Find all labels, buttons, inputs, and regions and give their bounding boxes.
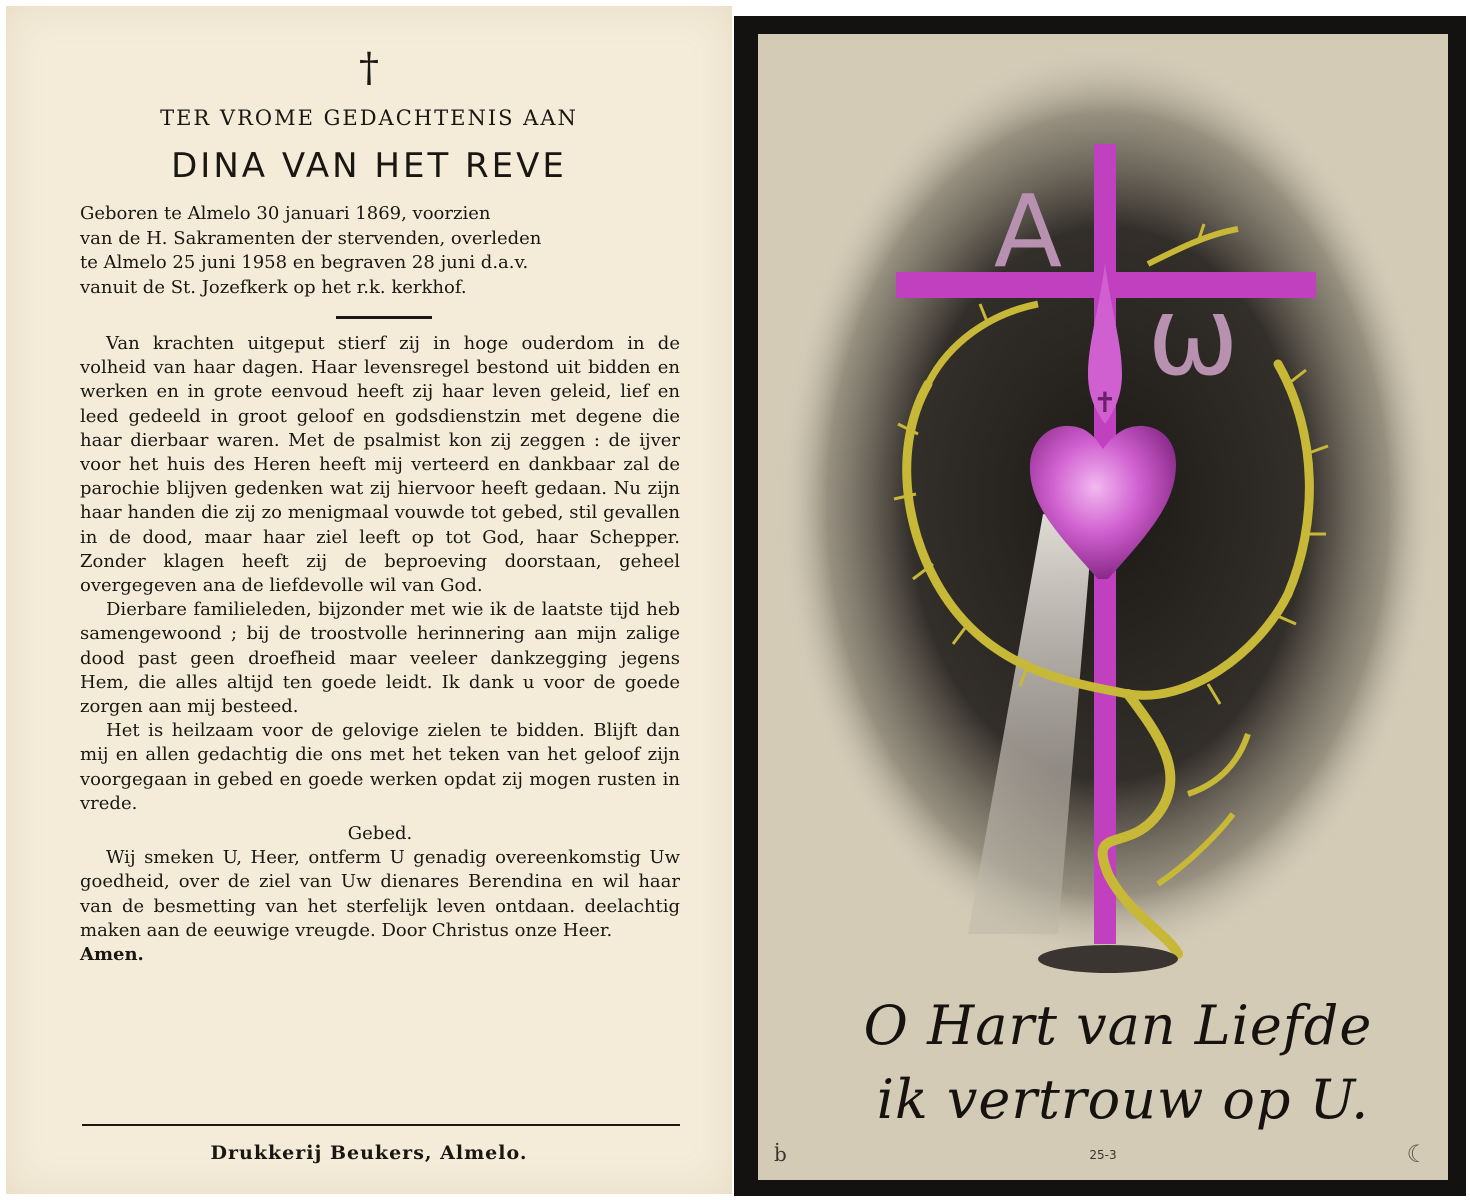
memorial-body: [80, 332, 680, 967]
printer-credit: Drukkerij Beukers, Almelo.: [210, 1142, 528, 1164]
memorial-heading: TER VROME GEDACHTENIS AAN: [160, 106, 578, 130]
birth-line: van de H. Sakramenten der stervenden, overleden: [80, 227, 542, 249]
birth-line: te Almelo 25 juni 1958 en begraven 28 juni d.a.v.: [80, 252, 529, 273]
cross-icon: †: [359, 45, 379, 91]
devotional-image-card: [734, 16, 1466, 1196]
paragraph-prayer-request: Het is heilzaam voor de gelovige zielen te bidden. Blijft dan mij en allen gedachtig die ons met het teken van het geloof zijn voorgegaan in gebed en goede werken opdat zij mogen rusten in vrede.: [80, 720, 680, 814]
short-divider: [336, 316, 432, 319]
caption-line-2: ik vertrouw op U.: [876, 1068, 1370, 1131]
amen-text: Amen.: [80, 944, 144, 966]
heart-cross-icon: ✝: [1093, 386, 1117, 419]
paragraph-family: Dierbare familieleden, bijzonder met wie ik de laatste tijd heb samengewoond ; bij de troostvolle herinnering aan mijn zalige dood past geen droefheid maar veeleer dankzegging jegens Hem, die alles altijd ten goede leidt. Ik dank u voor de goede zorgen aan mij besteed.: [80, 599, 680, 718]
bottom-divider: [82, 1124, 680, 1126]
card-number: 25-3: [1089, 1148, 1117, 1162]
image-panel: [758, 34, 1448, 1180]
birth-line: vanuit de St. Jozefkerk op het r.k. kerkhof.: [80, 276, 467, 298]
memorial-text-card: [6, 6, 732, 1194]
omega-letter: ω: [1146, 272, 1240, 400]
artist-mark: ḃ: [774, 1142, 787, 1166]
caption-line-1: O Hart van Liefde: [863, 994, 1373, 1057]
prayer-title: Gebed.: [347, 823, 413, 845]
birth-line: Geboren te Almelo 30 januari 1869, voorzien: [80, 203, 491, 224]
deceased-name: DINA VAN HET REVE: [171, 146, 567, 186]
prayer-text: Wij smeken U, Heer, ontferm U genadig overeenkomstig Uw goedheid, over de ziel van Uw dienares Berendina en wil haar van de besmetting van het sterfelijk leven ontdaan. deelachtig maken aan de eeuwige vreugde. Door Christus onze Heer.: [80, 847, 680, 941]
publisher-logo-icon: ☾: [1406, 1140, 1428, 1168]
alpha-letter: A: [993, 173, 1063, 290]
birth-death-details: [80, 202, 680, 300]
paragraph-life: Van krachten uitgeput stierf zij in hoge ouderdom in de volheid van haar dagen. Haar levensregel bestond uit bidden en werken en in grote eenvoud heeft zij haar leven geleid, lief en leed gedeeld in groot geloof en godsdienstzin met degene die haar dierbaar waren. Met de psalmist kon zij zeggen : de ijver voor het huis des Heren heeft mij verteerd en dankbaar zal de parochie blijven gedenken wat zij hiervoor heeft gedaan. Nu zijn haar handen die zij zo menigmaal vouwde tot gebed, stil gevallen in de dood, maar haar ziel leeft op tot God, haar Schepper. Zonder klagen heeft zij de beproeving doorstaan, geheel overgegeven ana de liefdevolle wil van God.: [80, 333, 680, 597]
ground-mound: [1038, 945, 1178, 973]
